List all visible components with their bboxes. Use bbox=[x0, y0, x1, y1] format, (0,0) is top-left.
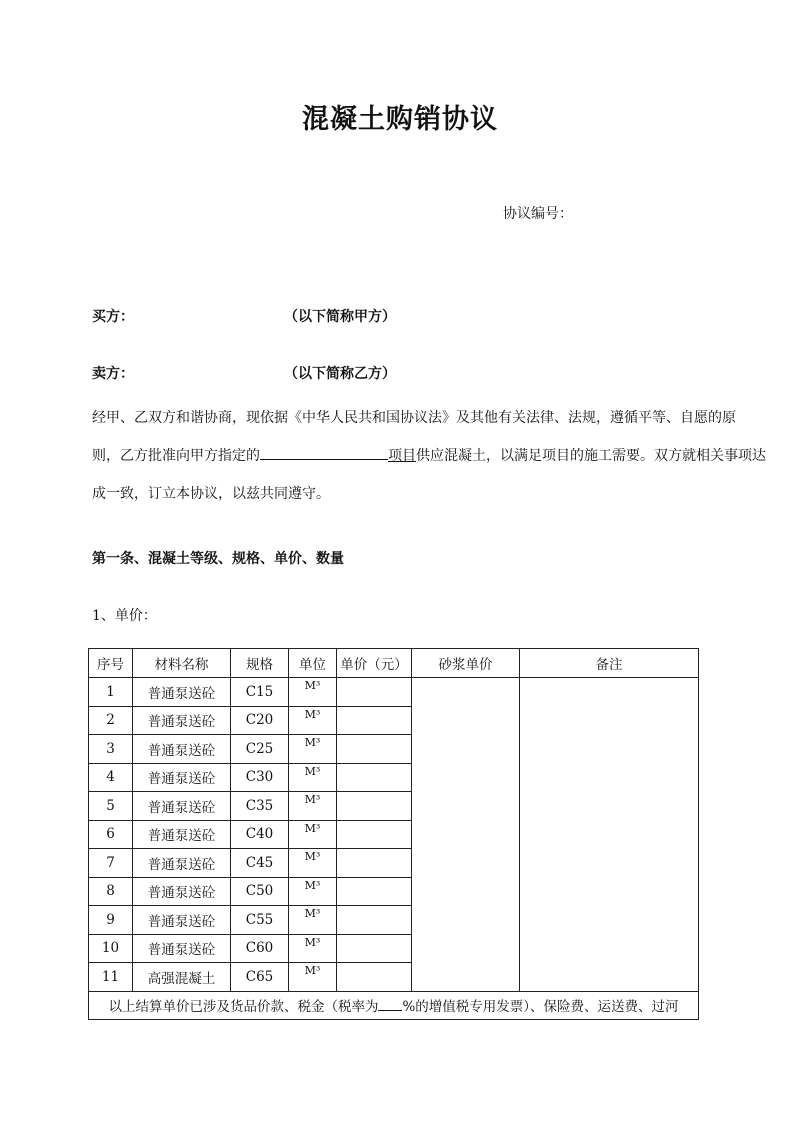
material-name: 普通泵送砼 bbox=[133, 849, 231, 878]
remarks-cell[interactable] bbox=[520, 678, 699, 992]
row-number: 10 bbox=[89, 934, 133, 963]
spec: C60 bbox=[231, 934, 289, 963]
spec: C40 bbox=[231, 820, 289, 849]
tax-rate-blank bbox=[378, 998, 402, 1011]
material-name: 普通泵送砼 bbox=[133, 906, 231, 935]
agreement-number-label: 协议编号： bbox=[503, 206, 573, 222]
settlement-note bbox=[89, 991, 699, 1020]
settlement-note-suffix: %的增值税专用发票）、保险费、运送费、过河 bbox=[402, 999, 679, 1016]
unit: M³ bbox=[289, 843, 337, 872]
price-table bbox=[88, 648, 699, 1020]
table-row bbox=[89, 678, 699, 707]
material-name: 普通泵送砼 bbox=[133, 820, 231, 849]
seller-label: 卖方： bbox=[92, 366, 134, 382]
header-material: 材料名称 bbox=[133, 649, 231, 678]
unit-price-cell[interactable] bbox=[337, 792, 412, 821]
header-no: 序号 bbox=[89, 649, 133, 678]
seller-note: （以下简称乙方） bbox=[284, 366, 396, 382]
unit-price-cell[interactable] bbox=[337, 706, 412, 735]
material-name: 普通泵送砼 bbox=[133, 763, 231, 792]
spec: C55 bbox=[231, 906, 289, 935]
row-number: 6 bbox=[89, 820, 133, 849]
unit: M³ bbox=[289, 700, 337, 729]
material-name: 普通泵送砼 bbox=[133, 792, 231, 821]
row-number: 8 bbox=[89, 877, 133, 906]
mortar-price-cell[interactable] bbox=[412, 678, 520, 992]
header-spec: 规格 bbox=[231, 649, 289, 678]
unit: M³ bbox=[289, 871, 337, 900]
intro-line-2-suffix: 供应混凝土，以满足项目的施工需要。双方就相关事项达 bbox=[416, 448, 766, 464]
unit: M³ bbox=[289, 928, 337, 957]
spec: C30 bbox=[231, 763, 289, 792]
unit-price-cell[interactable] bbox=[337, 877, 412, 906]
buyer-note: （以下简称甲方） bbox=[284, 309, 396, 325]
row-number: 5 bbox=[89, 792, 133, 821]
settlement-note-prefix: 以上结算单价已涉及货品价款、税金（税率为 bbox=[108, 999, 379, 1016]
spec: C50 bbox=[231, 877, 289, 906]
unit: M³ bbox=[289, 672, 337, 701]
section-1-title: 第一条、混凝土等级、规格、单价、数量 bbox=[92, 551, 344, 567]
spec: C20 bbox=[231, 706, 289, 735]
spec: C45 bbox=[231, 849, 289, 878]
spec: C65 bbox=[231, 963, 289, 992]
row-number: 11 bbox=[89, 963, 133, 992]
spec: C35 bbox=[231, 792, 289, 821]
material-name: 普通泵送砼 bbox=[133, 678, 231, 707]
intro-line-3: 成一致，订立本协议，以兹共同遵守。 bbox=[92, 486, 330, 502]
spec: C15 bbox=[231, 678, 289, 707]
unit-price-cell[interactable] bbox=[337, 934, 412, 963]
unit-price-cell[interactable] bbox=[337, 678, 412, 707]
spec: C25 bbox=[231, 735, 289, 764]
row-number: 9 bbox=[89, 906, 133, 935]
unit-price-cell[interactable] bbox=[337, 906, 412, 935]
unit: M³ bbox=[289, 814, 337, 843]
intro-line-2-prefix: 则，乙方批准向甲方指定的 bbox=[92, 448, 260, 464]
row-number: 4 bbox=[89, 763, 133, 792]
table-header-row bbox=[89, 649, 699, 678]
row-number: 1 bbox=[89, 678, 133, 707]
material-name: 高强混凝土 bbox=[133, 963, 231, 992]
header-unit-price: 单价（元） bbox=[337, 649, 412, 678]
unit: M³ bbox=[289, 957, 337, 986]
table-body bbox=[89, 678, 699, 1020]
unit-price-cell[interactable] bbox=[337, 849, 412, 878]
row-number: 3 bbox=[89, 735, 133, 764]
unit: M³ bbox=[289, 786, 337, 815]
unit-price-cell[interactable] bbox=[337, 735, 412, 764]
unit: M³ bbox=[289, 757, 337, 786]
material-name: 普通泵送砼 bbox=[133, 706, 231, 735]
unit: M³ bbox=[289, 900, 337, 929]
unit-price-cell[interactable] bbox=[337, 820, 412, 849]
header-unit: 单位 bbox=[289, 649, 337, 678]
table-footer-row bbox=[89, 991, 699, 1020]
intro-line-1: 经甲、乙双方和谐协商，现依据《中华人民共和国协议法》及其他有关法律、法规，遵循平等、自愿的原 bbox=[92, 410, 736, 426]
unit-price-cell[interactable] bbox=[337, 763, 412, 792]
material-name: 普通泵送砼 bbox=[133, 877, 231, 906]
row-number: 7 bbox=[89, 849, 133, 878]
buyer-label: 买方： bbox=[92, 309, 134, 325]
row-number: 2 bbox=[89, 706, 133, 735]
project-word: 项目 bbox=[388, 448, 416, 464]
unit: M³ bbox=[289, 729, 337, 758]
material-name: 普通泵送砼 bbox=[133, 934, 231, 963]
header-mortar-price: 砂浆单价 bbox=[412, 649, 520, 678]
material-name: 普通泵送砼 bbox=[133, 735, 231, 764]
unit-price-heading: 1、单价： bbox=[92, 608, 157, 624]
intro-paragraph bbox=[92, 399, 766, 513]
unit-price-cell[interactable] bbox=[337, 963, 412, 992]
project-name-blank bbox=[260, 445, 388, 460]
document-title: 混凝土购销协议 bbox=[302, 104, 498, 135]
intro-line-2 bbox=[92, 437, 766, 475]
header-remarks: 备注 bbox=[520, 649, 699, 678]
